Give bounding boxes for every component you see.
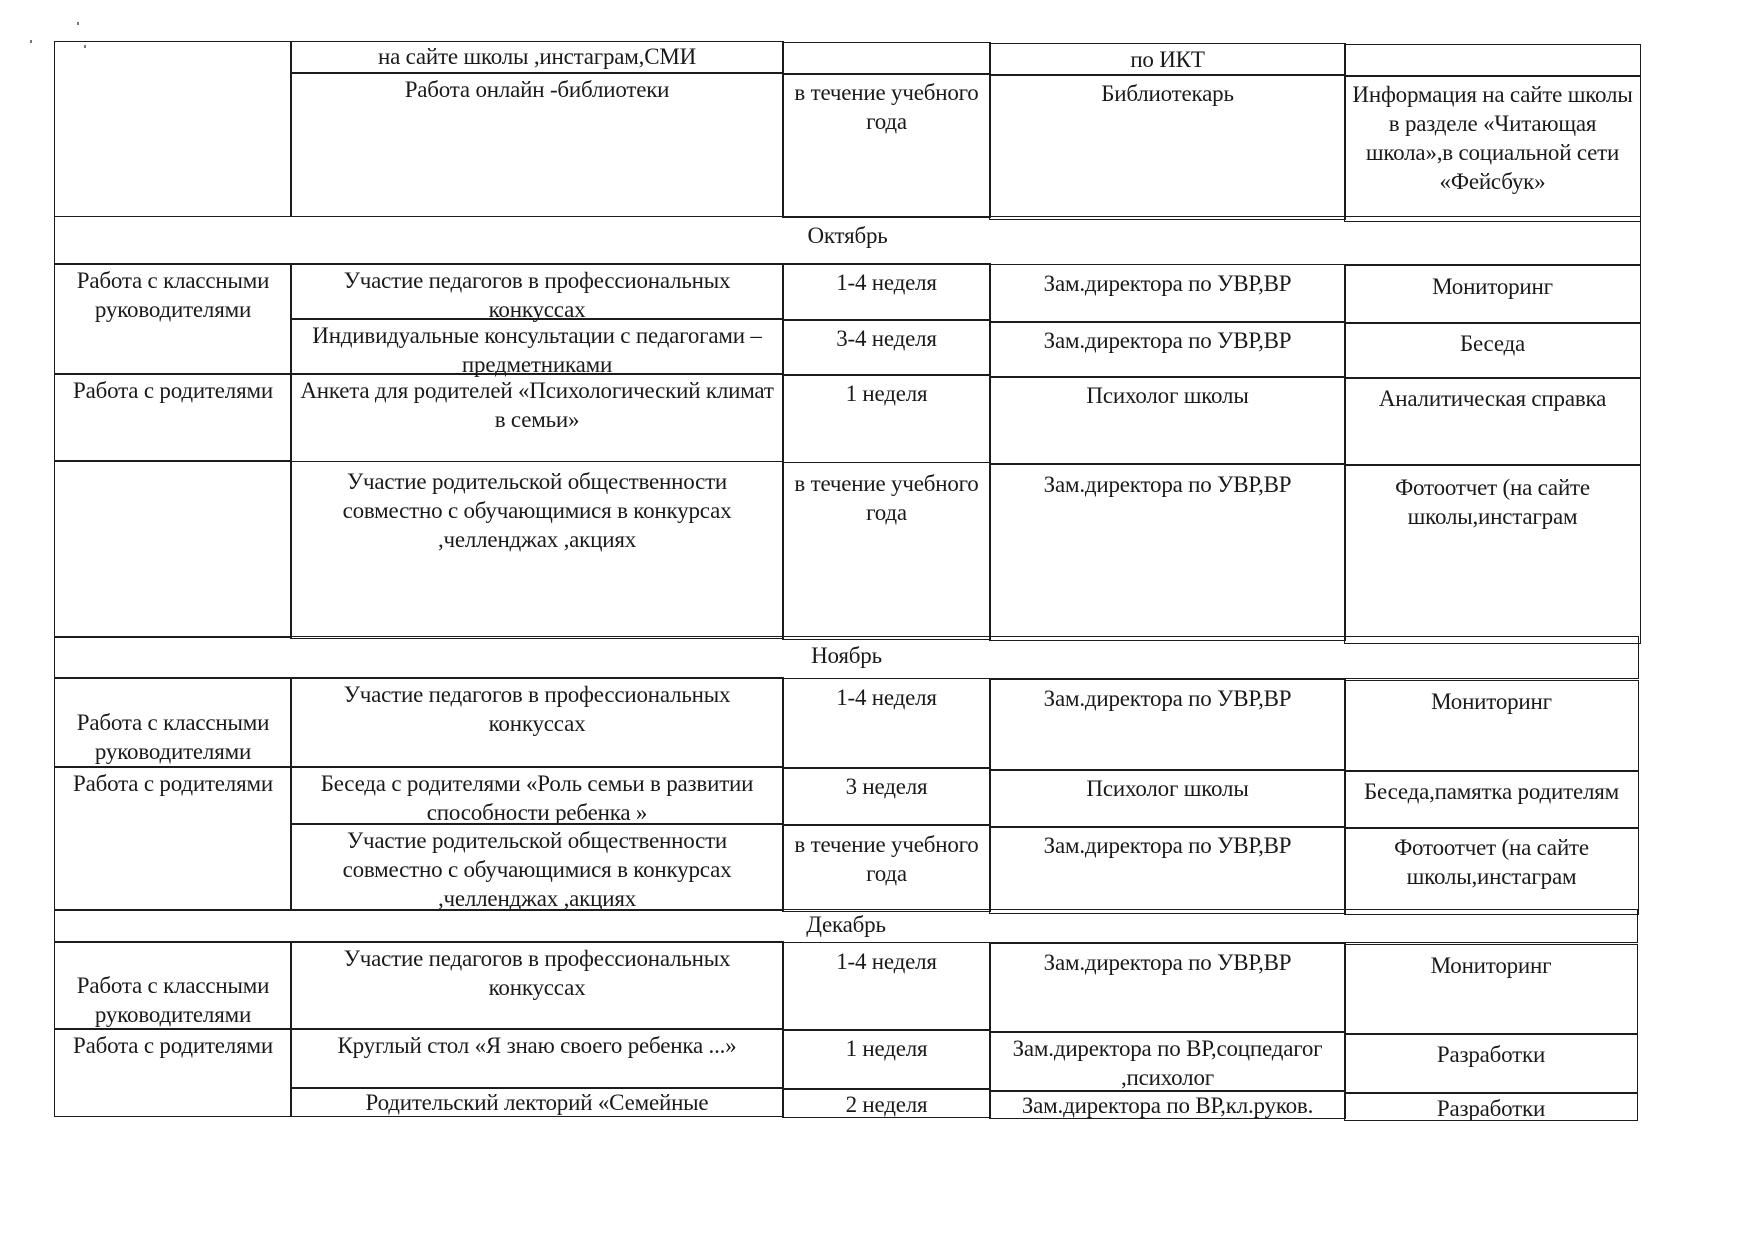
month-header-december: Декабрь — [54, 909, 1638, 943]
period-cell: 3-4 неделя — [782, 319, 991, 376]
period-cell: 2 неделя — [782, 1088, 991, 1118]
responsible-cell: Библиотекарь — [989, 74, 1346, 220]
scan-speck — [77, 22, 79, 25]
result-cell: Фотоотчет (на сайте школы,инстаграм — [1344, 827, 1639, 915]
event-cell: Родительский лекторий «Семейные — [290, 1087, 784, 1117]
result-cell: Мониторинг — [1344, 265, 1641, 324]
period-cell: 1-4 неделя — [782, 942, 991, 1031]
responsible-cell: Зам.директора по УВР,ВР — [989, 463, 1346, 641]
event-cell: Круглый стол «Я знаю своего ребенка ...» — [290, 1028, 784, 1089]
responsible-cell: Зам.директора по УВР,ВР — [989, 679, 1346, 771]
category-cell: Работа с родителями — [54, 373, 292, 462]
event-cell: Участие педагогов в профессиональных конкуссах — [290, 263, 784, 320]
result-cell: Разработки — [1344, 1092, 1638, 1121]
period-cell: 1-4 неделя — [782, 678, 991, 769]
result-cell — [1344, 44, 1641, 77]
category-cell: Работа с классными руководителями — [54, 677, 292, 768]
result-cell: Мониторинг — [1344, 680, 1639, 772]
result-cell: Фотоотчет (на сайте школы,инстаграм — [1344, 464, 1641, 644]
responsible-cell: по ИКТ — [989, 43, 1346, 76]
responsible-cell: Зам.директора по УВР,ВР — [989, 321, 1346, 378]
event-cell: на сайте школы ,инстаграм,СМИ — [290, 41, 784, 74]
period-cell: в течение учебного года — [782, 824, 991, 912]
responsible-cell: Зам.директора по УВР,ВР — [989, 943, 1346, 1033]
responsible-cell: Зам.директора по ВР,кл.руков. — [989, 1090, 1346, 1119]
result-cell: Беседа,памятка родителям — [1344, 770, 1639, 829]
event-cell: Участие педагогов в профессиональных конкуссах — [290, 941, 784, 1030]
result-cell: Информация на сайте школы в разделе «Читающая школа»,в социальной сети «Фейсбук» — [1344, 75, 1641, 222]
event-cell: Участие родительской общественности совместно с обучающимися в конкурсах ,челленджах ,акциях — [290, 461, 784, 639]
event-cell: Участие родительской общественности совместно с обучающимися в конкурсах ,челленджах ,акциях — [290, 823, 784, 911]
responsible-cell: Психолог школы — [989, 769, 1346, 828]
month-header-october: Октябрь — [54, 216, 1641, 265]
period-cell: в течение учебного года — [782, 462, 991, 640]
event-cell: Работа онлайн -библиотеки — [290, 72, 784, 217]
result-cell: Беседа — [1344, 322, 1641, 379]
period-cell — [782, 42, 991, 75]
category-cell: Работа с классными руководителями — [54, 263, 292, 375]
category-cell: Работа с родителями — [54, 766, 292, 911]
responsible-cell: Зам.директора по УВР,ВР — [989, 264, 1346, 323]
responsible-cell: Зам.директора по УВР,ВР — [989, 826, 1346, 914]
category-cell: Работа с родителями — [54, 1028, 292, 1117]
result-cell: Аналитическая справка — [1344, 377, 1641, 466]
category-cell: Работа с классными руководителями — [54, 941, 292, 1030]
period-cell: 1-4 неделя — [782, 263, 991, 321]
result-cell: Мониторинг — [1344, 944, 1638, 1035]
month-header-november: Ноябрь — [54, 636, 1639, 679]
result-cell: Разработки — [1344, 1033, 1638, 1094]
event-cell: Участие педагогов в профессиональных конкуссах — [290, 677, 784, 768]
responsible-cell: Психолог школы — [989, 376, 1346, 465]
period-cell: 1 неделя — [782, 1029, 991, 1090]
responsible-cell: Зам.директора по ВР,соцпедагог ,психолог — [989, 1031, 1346, 1092]
category-cell — [54, 41, 292, 217]
category-cell — [54, 460, 292, 638]
period-cell: в течение учебного года — [782, 73, 991, 218]
period-cell: 1 неделя — [782, 374, 991, 463]
scan-speck — [30, 40, 32, 43]
event-cell: Беседа с родителями «Роль семьи в развитии способности ребенка » — [290, 766, 784, 825]
event-cell: Индивидуальные консультации с педагогами – предметниками — [290, 318, 784, 375]
event-cell: Анкета для родителей «Психологический климат в семьи» — [290, 373, 784, 462]
period-cell: 3 неделя — [782, 767, 991, 826]
